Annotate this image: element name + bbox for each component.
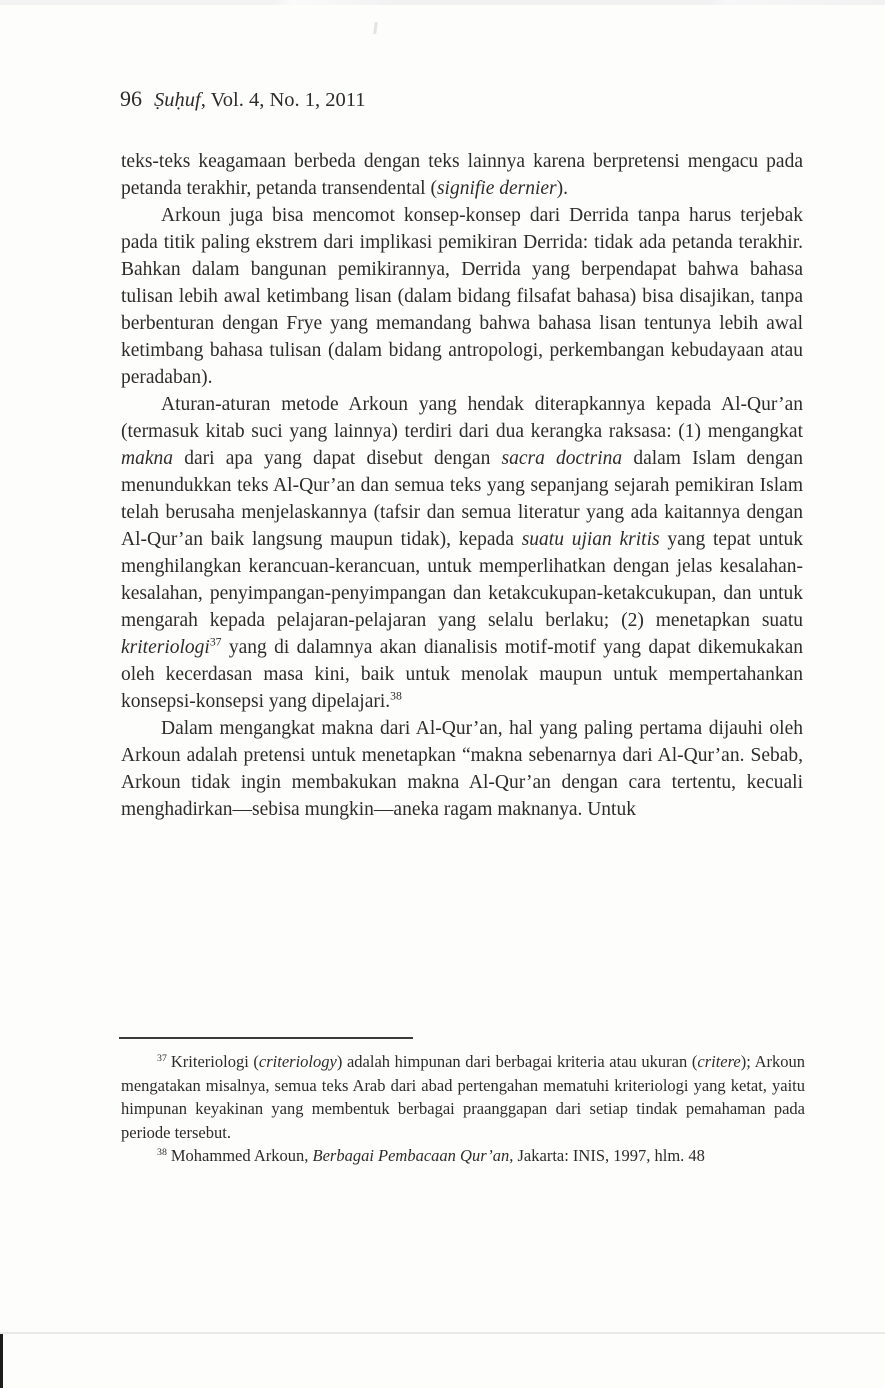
footnote-separator [119,1037,413,1039]
scan-artifact-bottom-line [0,1332,885,1334]
paragraph-continuation: teks-teks keagamaan berbeda dengan teks lainnya karena berpretensi mengacu pada petanda terakhir, petanda transendental (signifie dernier). [121,151,803,199]
running-header [120,86,365,112]
scan-artifact-top-edge [0,0,885,5]
scan-artifact-speck [373,22,378,34]
paragraph-aturan-metode: Aturan-aturan metode Arkoun yang hendak diterapkannya kepada Al-Qur’an (termasuk kitab suci yang lainnya) terdiri dari dua kerangka raksasa: (1) mengangkat makna dari apa yang dapat disebut dengan sacra doctrina dalam Islam dengan menundukkan teks Al-Qur’an dan semua teks yang sepanjang sejarah pemikiran Islam telah berusaha menjelaskannya (tafsir dan semua literatur yang ada kaitannya dengan Al-Qur’an baik langsung maupun tidak), kepada suatu ujian kritis yang tepat untuk menghilangkan kerancuan-kerancuan, untuk memperlihatkan dengan jelas kesalahan-kesalahan, penyimpangan-penyimpangan dan ketakcukupan-ketakcukupan, dan untuk mengarah kepada pelajaran-pelajaran yang selalu berlaku; (2) menetapkan suatu kriteriologi$^{37}$ yang di dalamnya akan dianalisis motif-motif yang dapat dikemukakan oleh kecerdasan masa kini, baik untuk menolak maupun untuk mempertahankan konsepsi-konsepsi yang dipelajari.$^{38}$ [121,394,803,712]
footnote-38-text: Mohammed Arkoun, Berbagai Pembacaan Qur’an, Jakarta: INIS, 1997, hlm. 48 [170,1146,705,1165]
scan-artifact-corner-mark [0,1334,3,1388]
journal-reference: Ṣuḥuf, Vol. 4, No. 1, 2011 [154,89,366,111]
footnotes-section [121,1050,805,1168]
footnote-37-marker: 37 [157,1052,167,1064]
page-number: 96 [120,86,142,111]
paragraph-mengangkat-makna: Dalam mengangkat makna dari Al-Qur’an, hal yang paling pertama dijauhi oleh Arkoun adalah pretensi untuk menetapkan “makna sebenarnya dari Al-Qur’an. Sebab, Arkoun tidak ingin membakukan makna Al-Qur’an dengan cara tertentu, kecuali menghadirkan—sebisa mungkin—aneka ragam maknanya. Untuk [121,718,803,820]
paragraph-arkoun-derrida: Arkoun juga bisa mencomot konsep-konsep dari Derrida tanpa harus terjebak pada titik paling ekstrem dari implikasi pemikiran Derrida: tidak ada petanda terakhir. Bahkan dalam bangunan pemikirannya, Derrida yang berpendapat bahwa bahasa tulisan lebih awal ketimbang lisan (dalam bidang filsafat bahasa) bisa disajikan, tanpa berbenturan dengan Frye yang memandang bahwa bahasa lisan tentunya lebih awal ketimbang bahasa tulisan (dalam bidang antropologi, perkembangan kebudayaan atau peradaban). [121,205,803,388]
footnote-38-marker: 38 [157,1146,167,1158]
footnote-38 [121,1144,805,1168]
footnote-37 [121,1050,805,1144]
footnote-37-text: Kriteriologi (criteriology) adalah himpunan dari berbagai kriteria atau ukuran (critere); Arkoun mengatakan misalnya, semua teks Arab dari abad pertengahan mematuhi kriteriologi yang ketat, yaitu himpunan keyakinan yang membentuk berbagai praanggapan dari setiap tindak pemahaman pada periode tersebut. [121,1052,805,1142]
body-text [121,148,803,823]
